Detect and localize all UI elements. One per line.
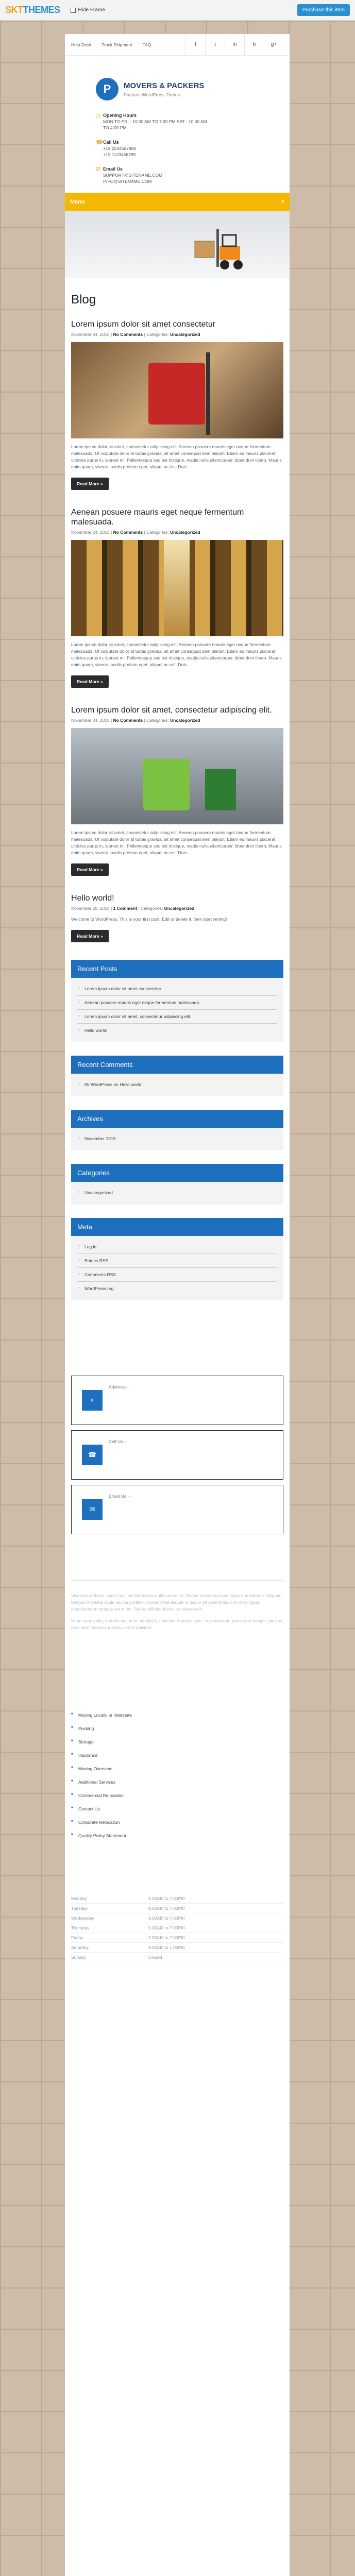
post-item <box>71 319 283 507</box>
twitter-icon[interactable]: t <box>205 34 225 56</box>
site-name: MOVERS & PACKERS <box>124 81 205 90</box>
list-item[interactable]: ■ Storage <box>71 1735 283 1749</box>
comments-link[interactable]: No Comments <box>113 530 143 535</box>
clock-icon: ◷ <box>96 113 101 119</box>
phone-icon: ☎ <box>96 140 103 146</box>
table-row: Monday 9.00AM to 7.00PM <box>71 1894 283 1904</box>
post-meta: November 24, 2015 | No Comments | Categories: Uncategorized <box>71 530 200 535</box>
header-strip <box>65 34 290 56</box>
footer-text: Nunc nunc enim, lobortis nec nunc hendrerit, molestie rhoncus sem. In consequat, purus non tempor ultricies, eros sem faucibus massa, sed id pulvinar. <box>71 1618 283 1630</box>
post-title[interactable]: Hello world! <box>71 894 114 903</box>
read-more-button[interactable]: Read More » <box>71 675 109 688</box>
email-us: ✉ Email Us SUPPORT@SITENAME.COM INFO@SITENAME.COM <box>96 166 163 184</box>
widget-title: Archives <box>71 1110 283 1128</box>
address-box: ⌖ Address :- <box>71 1376 283 1425</box>
hero-banner <box>65 211 290 278</box>
list-item[interactable]: › Lorem ipsum dolor sit amet consectetur <box>77 982 277 996</box>
linkedin-icon[interactable]: in <box>225 34 244 56</box>
help-desk-link[interactable]: Help Desk <box>71 42 92 47</box>
google-plus-icon[interactable]: g+ <box>264 34 283 56</box>
forklift-icon <box>190 226 246 272</box>
post-meta: November 24, 2015 | No Comments | Categories: Uncategorized <box>71 718 200 723</box>
hours-table <box>71 1894 283 1962</box>
brand-logo-icon: P <box>96 78 119 100</box>
list-item[interactable]: ■ Moving Overseas <box>71 1762 283 1775</box>
widget-title: Categories <box>71 1164 283 1182</box>
skt-logo[interactable]: SKTTHEMES <box>5 5 60 15</box>
opening-hours: ◷ Opening Hours MON TO FRI : 10:00 AM TO 7:00 PM SAT : 10.00 AM TO 4:00 PM <box>96 113 207 130</box>
table-row: Thursday 9.00AM to 7.00PM <box>71 1923 283 1933</box>
purchase-button[interactable]: Purchase this item <box>297 4 350 16</box>
post-thumbnail[interactable] <box>71 728 283 824</box>
page-title: Blog <box>71 293 96 307</box>
widget-title: Meta <box>71 1218 283 1236</box>
post-excerpt: Welcome to WordPress. This is your first post. Edit or delete it, then start writing! <box>71 917 227 922</box>
category-link[interactable]: Uncategorized <box>164 906 195 911</box>
top-bar <box>0 0 355 21</box>
track-shipment-link[interactable]: Track Shipment <box>102 42 132 47</box>
checkbox-icon <box>71 8 76 13</box>
map-marker-icon: ⌖ <box>82 1390 103 1411</box>
site-tagline: Packers WordPress Theme <box>124 92 180 97</box>
recent-posts-widget <box>71 960 283 1042</box>
table-row: Wednesday 9.00AM to 7.00PM <box>71 1913 283 1923</box>
list-item[interactable]: ■ Corporate Relocation <box>71 1816 283 1829</box>
envelope-icon: ✉ <box>82 1499 103 1520</box>
list-item[interactable]: ■ Commercial Relocation <box>71 1789 283 1802</box>
envelope-icon: ✉ <box>96 166 101 173</box>
spacer <box>71 1314 283 1376</box>
list-item[interactable]: ■ Moving Locally or Interstate <box>71 1708 283 1722</box>
meta-widget <box>71 1218 283 1300</box>
site-brand[interactable] <box>65 56 290 112</box>
list-item[interactable]: › November 2015 <box>77 1132 277 1145</box>
post-item <box>71 705 283 893</box>
list-item[interactable]: ■ Additional Services <box>71 1775 283 1789</box>
post-excerpt: Lorem ipsum dolor sit amet, consectetur adipiscing elit. Aenean posuere mauris eget neque fermentum malesuada. Ut vulputate dolor at turpis gravida, sit amet consequat sem blandit. Etiam eu mauris placerat, ultricies purus in, laoreet mi. Pellentesque sed est tristique, mattis nulla ullamcorper, bibendum libero. Mauris enim quam, viverra iaculis pretium eget, aliquet ac est. Duis… <box>71 642 282 667</box>
post-excerpt: Lorem ipsum dolor sit amet, consectetur adipiscing elit. Aenean posuere mauris eget neque fermentum malesuada. Ut vulputate dolor at turpis gravida, sit amet consequat sem blandit. Etiam eu mauris placerat, ultricies purus in, laoreet mi. Pellentesque sed est tristique, mattis nulla ullamcorper, bibendum libero. Mauris enim quam, viverra iaculis pretium eget, aliquet ac est. Duis… <box>71 830 282 855</box>
list-item[interactable]: › Hello world! <box>77 1024 277 1037</box>
read-more-button[interactable]: Read More » <box>71 863 109 876</box>
category-link[interactable]: Uncategorized <box>170 530 200 535</box>
read-more-button[interactable]: Read More » <box>71 930 109 942</box>
header-info <box>65 112 290 184</box>
archives-widget <box>71 1110 283 1150</box>
menu-label: Menu <box>70 199 85 205</box>
hamburger-icon[interactable]: ≡ <box>281 199 284 205</box>
menu-bar[interactable] <box>65 193 290 211</box>
list-item[interactable]: › Log in <box>77 1240 277 1254</box>
list-item[interactable]: ■ Packing <box>71 1722 283 1735</box>
post-item <box>71 893 283 960</box>
recent-comments-widget <box>71 1056 283 1096</box>
hide-frame-toggle[interactable]: Hide Frame <box>71 7 105 13</box>
footer-text: Vivamus sodales ipsum orci, vel bibendum nulla cursus et. Donec auctor egestas ligula non lobortis. Aliquam tempus molestie ligula lacinia porttitor. Donec vitae aliquet ut ipsum sit amet finibus. In eros ligula, condimentum tempus vel in leo. Sed ut efficitur lectus, ut viverra elit. <box>71 1593 282 1612</box>
comments-link[interactable]: No Comments <box>113 718 143 723</box>
blog-icon[interactable]: b <box>244 34 264 56</box>
post-title[interactable]: Lorem ipsum dolor sit amet, consectetur adipiscing elit. <box>71 706 272 715</box>
table-row: Friday 9.00AM to 7.00PM <box>71 1933 283 1943</box>
category-link[interactable]: Uncategorized <box>170 718 200 723</box>
services-list <box>71 1708 283 1842</box>
post-thumbnail[interactable] <box>71 540 283 636</box>
list-item[interactable]: › Entries RSS <box>77 1254 277 1268</box>
post-meta: November 20, 2015 | 1 Comment | Categories: Uncategorized <box>71 906 195 911</box>
table-row: Tuesday 9.00AM to 7.00PM <box>71 1904 283 1913</box>
comments-link[interactable]: No Comments <box>113 332 143 337</box>
list-item[interactable]: ■ Insurance <box>71 1749 283 1762</box>
post-meta: November 24, 2015 | No Comments | Categories: Uncategorized <box>71 332 200 337</box>
list-item[interactable]: › WordPress.org <box>77 1282 277 1295</box>
post-title[interactable]: Lorem ipsum dolor sit amet consectetur <box>71 320 216 329</box>
category-link[interactable]: Uncategorized <box>170 332 200 337</box>
list-item[interactable]: › Aenean posuere mauris eget neque fermentum malesuada. <box>77 996 277 1010</box>
comments-link[interactable]: 1 Comment <box>113 906 137 911</box>
widget-title: Recent Comments <box>71 1056 283 1074</box>
faq-link[interactable]: FAQ <box>142 42 151 47</box>
widget-title: Recent Posts <box>71 960 283 978</box>
phone-icon: ☎ <box>82 1445 103 1465</box>
categories-widget <box>71 1164 283 1205</box>
call-us: ☎ Call Us +19 2234567890 +19 1123456789 <box>96 140 137 157</box>
post-excerpt: Lorem ipsum dolor sit amet, consectetur adipiscing elit. Aenean posuere mauris eget neque fermentum malesuada. Ut vulputate dolor at turpis gravida, sit amet consequat sem blandit. Etiam eu mauris placerat, ultricies purus in, laoreet mi. Pellentesque sed est tristique, mattis nulla ullamcorper, bibendum libero. Mauris enim quam, viverra iaculis pretium eget, aliquet ac est. Duis… <box>71 444 282 469</box>
table-row: Sunday Closed <box>71 1953 283 1962</box>
post-title[interactable]: Aenean posuere mauris eget neque fermentum malesuada. <box>71 508 244 527</box>
main-content <box>65 293 290 1962</box>
list-item[interactable]: › Uncategorized <box>77 1186 277 1199</box>
table-row: Saturday 9.00AM to 1.00PM <box>71 1943 283 1953</box>
email-box: ✉ Email Us :- <box>71 1485 283 1534</box>
list-item[interactable]: › Lorem ipsum dolor sit amet, consectetur adipiscing elit. <box>77 1010 277 1024</box>
preview-frame <box>65 34 290 2576</box>
list-item[interactable]: ■ Contact Us <box>71 1802 283 1816</box>
list-item[interactable]: › Mr WordPress on Hello world! <box>77 1078 277 1091</box>
list-item[interactable]: › Comments RSS <box>77 1268 277 1282</box>
post-thumbnail[interactable] <box>71 342 283 438</box>
read-more-button[interactable]: Read More » <box>71 478 109 490</box>
list-item[interactable]: ■ Quality Policy Statement <box>71 1829 283 1842</box>
facebook-icon[interactable]: f <box>185 34 205 56</box>
call-box: ☎ Call Us :- <box>71 1430 283 1480</box>
post-item <box>71 507 283 705</box>
